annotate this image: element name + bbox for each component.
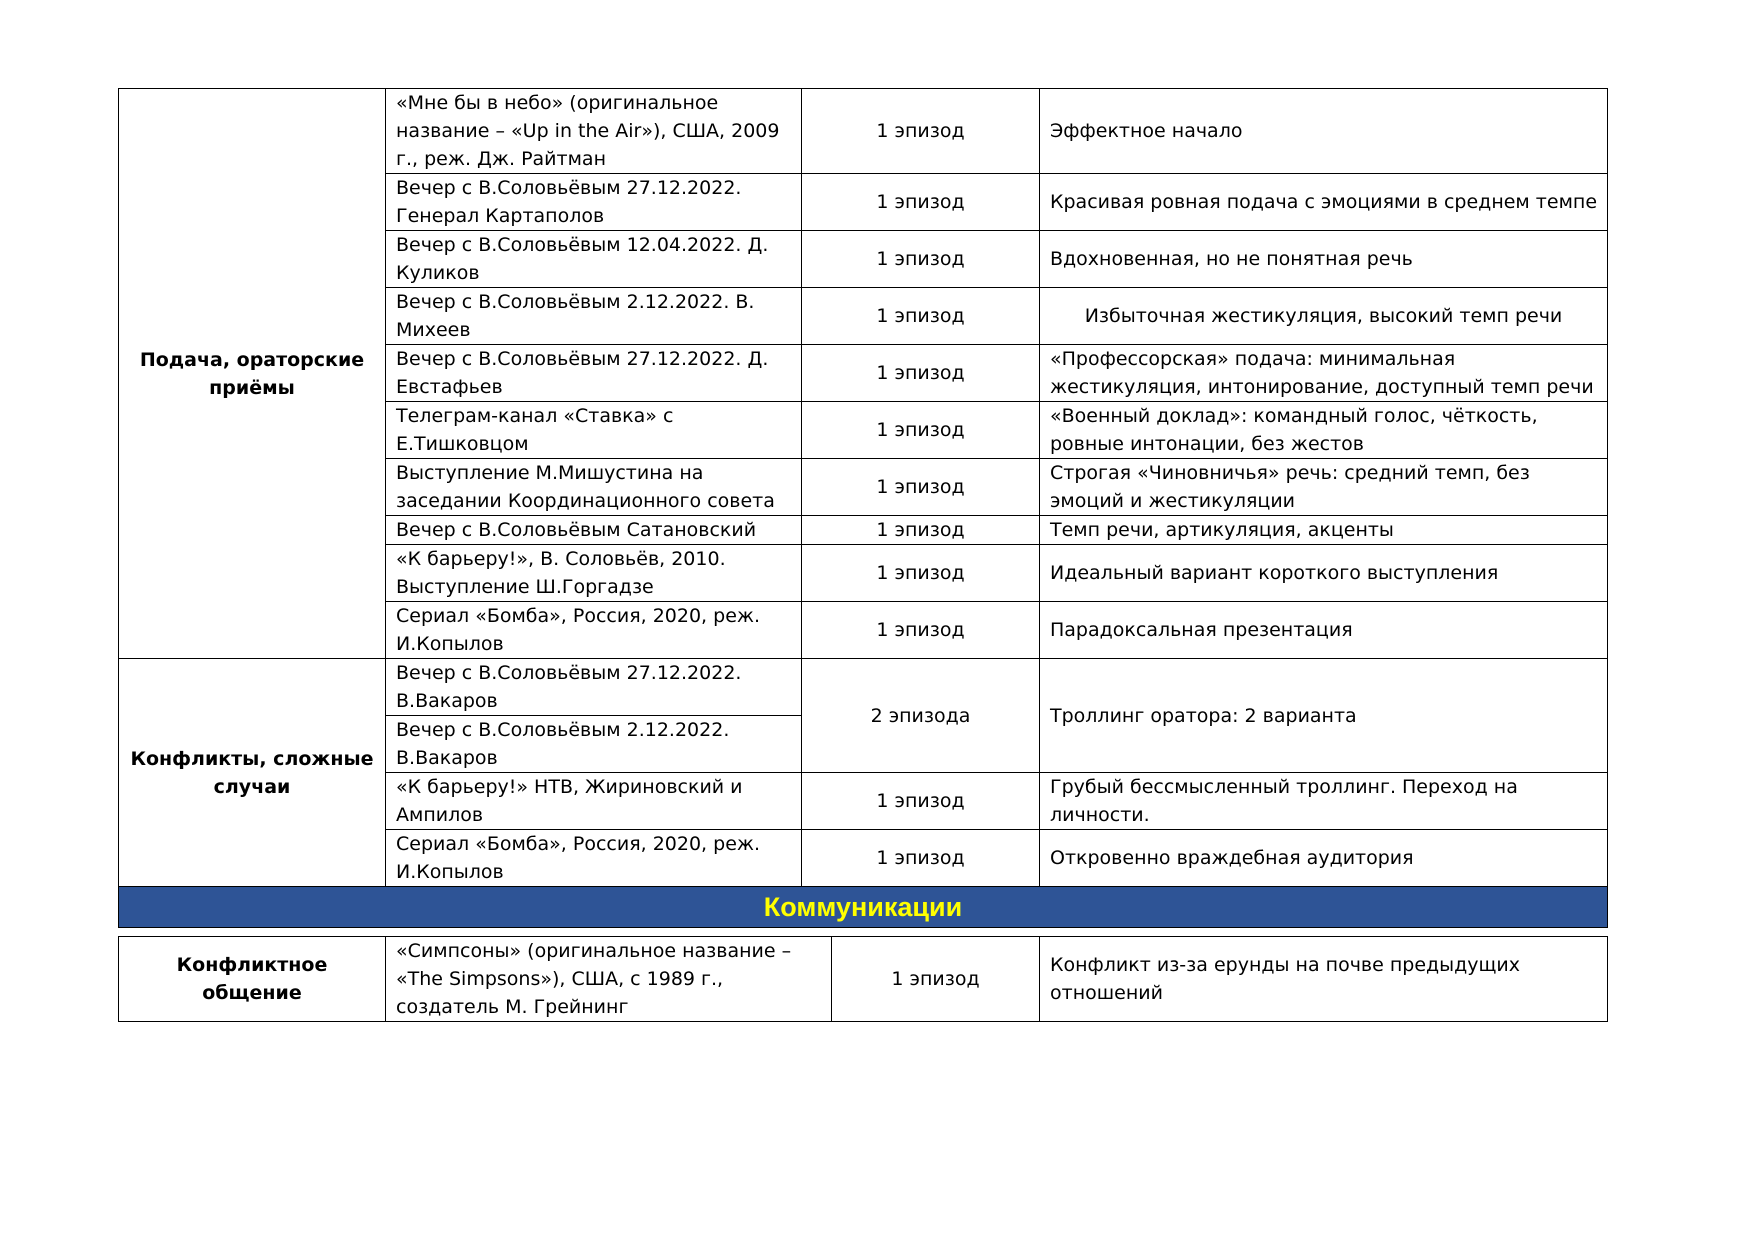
description-cell	[1040, 830, 1608, 887]
description-cell	[1040, 345, 1608, 402]
title-cell	[386, 89, 802, 174]
film-table	[118, 88, 1608, 928]
film-title: Вечер с В.Соловьёвым 2.12.2022. В. Михеев	[396, 291, 755, 341]
film-title: Телеграм-канал «Ставка» с Е.Тишковцом	[396, 405, 674, 455]
episode-count: 1 эпизод	[876, 305, 965, 327]
description-cell	[1040, 545, 1608, 602]
table-row	[119, 937, 1608, 1022]
description-cell	[1040, 937, 1608, 1022]
film-title: Сериал «Бомба», Россия, 2020, реж. И.Копылов	[396, 833, 761, 883]
film-title: Вечер с В.Соловьёвым 27.12.2022. Д. Евстафьев	[396, 348, 769, 398]
episode-count: 1 эпизод	[876, 476, 965, 498]
table-row	[119, 659, 1608, 716]
episodes-cell	[802, 402, 1040, 459]
description: Строгая «Чиновничья» речь: средний темп, без эмоций и жестикуляции	[1050, 462, 1530, 512]
section-banner-row	[119, 887, 1608, 928]
film-title: Вечер с В.Соловьёвым 12.04.2022. Д. Куликов	[396, 234, 769, 284]
film-title: «К барьеру!», В. Соловьёв, 2010. Выступление Ш.Горгадзе	[396, 548, 726, 598]
episodes-cell	[802, 516, 1040, 545]
title-cell	[386, 516, 802, 545]
category-cell	[119, 89, 386, 659]
title-cell	[386, 345, 802, 402]
film-title: Выступление М.Мишустина на заседании Координационного совета	[396, 462, 775, 512]
description-cell	[1040, 288, 1608, 345]
film-title: «К барьеру!» НТВ, Жириновский и Ампилов	[396, 776, 743, 826]
communication-table	[118, 936, 1608, 1022]
episodes-cell	[832, 937, 1040, 1022]
episodes-cell	[802, 231, 1040, 288]
description: Эффектное начало	[1050, 120, 1243, 142]
episode-count: 2 эпизода	[870, 704, 971, 727]
title-cell	[386, 174, 802, 231]
film-title: «Симпсоны» (оригинальное название – «The Simpsons»), США, с 1989 г., создатель М. Грейнинг	[396, 940, 792, 1018]
description-cell	[1040, 659, 1608, 773]
description-cell	[1040, 516, 1608, 545]
film-title: Вечер с В.Соловьёвым 27.12.2022. В.Вакаров	[396, 662, 742, 712]
section-title: Коммуникации	[763, 892, 963, 922]
episodes-cell	[802, 174, 1040, 231]
film-title: «Мне бы в небо» (оригинальное название – «Up in the Air»), США, 2009 г., реж. Дж. Райтман	[396, 92, 780, 170]
episodes-cell	[802, 89, 1040, 174]
episodes-cell	[802, 545, 1040, 602]
title-cell	[386, 459, 802, 516]
description: «Военный доклад»: командный голос, чёткость, ровные интонации, без жестов	[1050, 405, 1538, 455]
description: Избыточная жестикуляция, высокий темп речи	[1084, 305, 1563, 327]
episode-count: 1 эпизод	[876, 191, 965, 213]
description-cell	[1040, 402, 1608, 459]
category-label: Конфликты, сложные случаи	[130, 747, 374, 798]
category-label: Подача, ораторские приёмы	[139, 348, 365, 399]
title-cell	[386, 716, 802, 773]
description-cell	[1040, 231, 1608, 288]
title-cell	[386, 602, 802, 659]
category-cell	[119, 659, 386, 887]
title-cell	[386, 545, 802, 602]
episode-count: 1 эпизод	[876, 120, 965, 142]
description-cell	[1040, 602, 1608, 659]
description: Откровенно враждебная аудитория	[1050, 847, 1414, 869]
episodes-cell	[802, 830, 1040, 887]
episodes-cell	[802, 659, 1040, 773]
table-row	[119, 89, 1608, 174]
title-cell	[386, 659, 802, 716]
episode-count: 1 эпизод	[891, 968, 980, 990]
film-title: Вечер с В.Соловьёвым 2.12.2022. В.Вакаров	[396, 719, 730, 769]
episodes-cell	[802, 459, 1040, 516]
episodes-cell	[802, 602, 1040, 659]
title-cell	[386, 288, 802, 345]
description-cell	[1040, 89, 1608, 174]
description-cell	[1040, 174, 1608, 231]
description: Красивая ровная подача с эмоциями в среднем темпе	[1050, 191, 1598, 213]
description: Вдохновенная, но не понятная речь	[1050, 248, 1413, 270]
description: «Профессорская» подача: минимальная жестикуляция, интонирование, доступный темп речи	[1050, 348, 1594, 398]
episode-count: 1 эпизод	[876, 790, 965, 812]
description-cell	[1040, 459, 1608, 516]
episode-count: 1 эпизод	[876, 562, 965, 584]
episode-count: 1 эпизод	[876, 248, 965, 270]
episode-count: 1 эпизод	[876, 519, 965, 541]
title-cell	[386, 937, 832, 1022]
film-title: Вечер с В.Соловьёвым Сатановский	[396, 519, 757, 541]
description: Темп речи, артикуляция, акценты	[1050, 519, 1394, 541]
description: Парадоксальная презентация	[1050, 619, 1353, 641]
episode-count: 1 эпизод	[876, 419, 965, 441]
episode-count: 1 эпизод	[876, 362, 965, 384]
episode-count: 1 эпизод	[876, 619, 965, 641]
description: Троллинг оратора: 2 варианта	[1050, 704, 1357, 727]
category-cell	[119, 937, 386, 1022]
description: Идеальный вариант короткого выступления	[1050, 562, 1499, 584]
title-cell	[386, 773, 802, 830]
title-cell	[386, 402, 802, 459]
section-banner	[119, 887, 1608, 928]
description-cell	[1040, 773, 1608, 830]
category-label: Конфликтное общение	[176, 954, 328, 1004]
description: Конфликт из-за ерунды на почве предыдущих отношений	[1050, 954, 1521, 1004]
film-title: Вечер с В.Соловьёвым 27.12.2022. Генерал Картаполов	[396, 177, 742, 227]
title-cell	[386, 231, 802, 288]
title-cell	[386, 830, 802, 887]
episodes-cell	[802, 773, 1040, 830]
episode-count: 1 эпизод	[876, 847, 965, 869]
episodes-cell	[802, 345, 1040, 402]
film-title: Сериал «Бомба», Россия, 2020, реж. И.Копылов	[396, 605, 761, 655]
episodes-cell	[802, 288, 1040, 345]
description: Грубый бессмысленный троллинг. Переход на личности.	[1050, 776, 1518, 826]
